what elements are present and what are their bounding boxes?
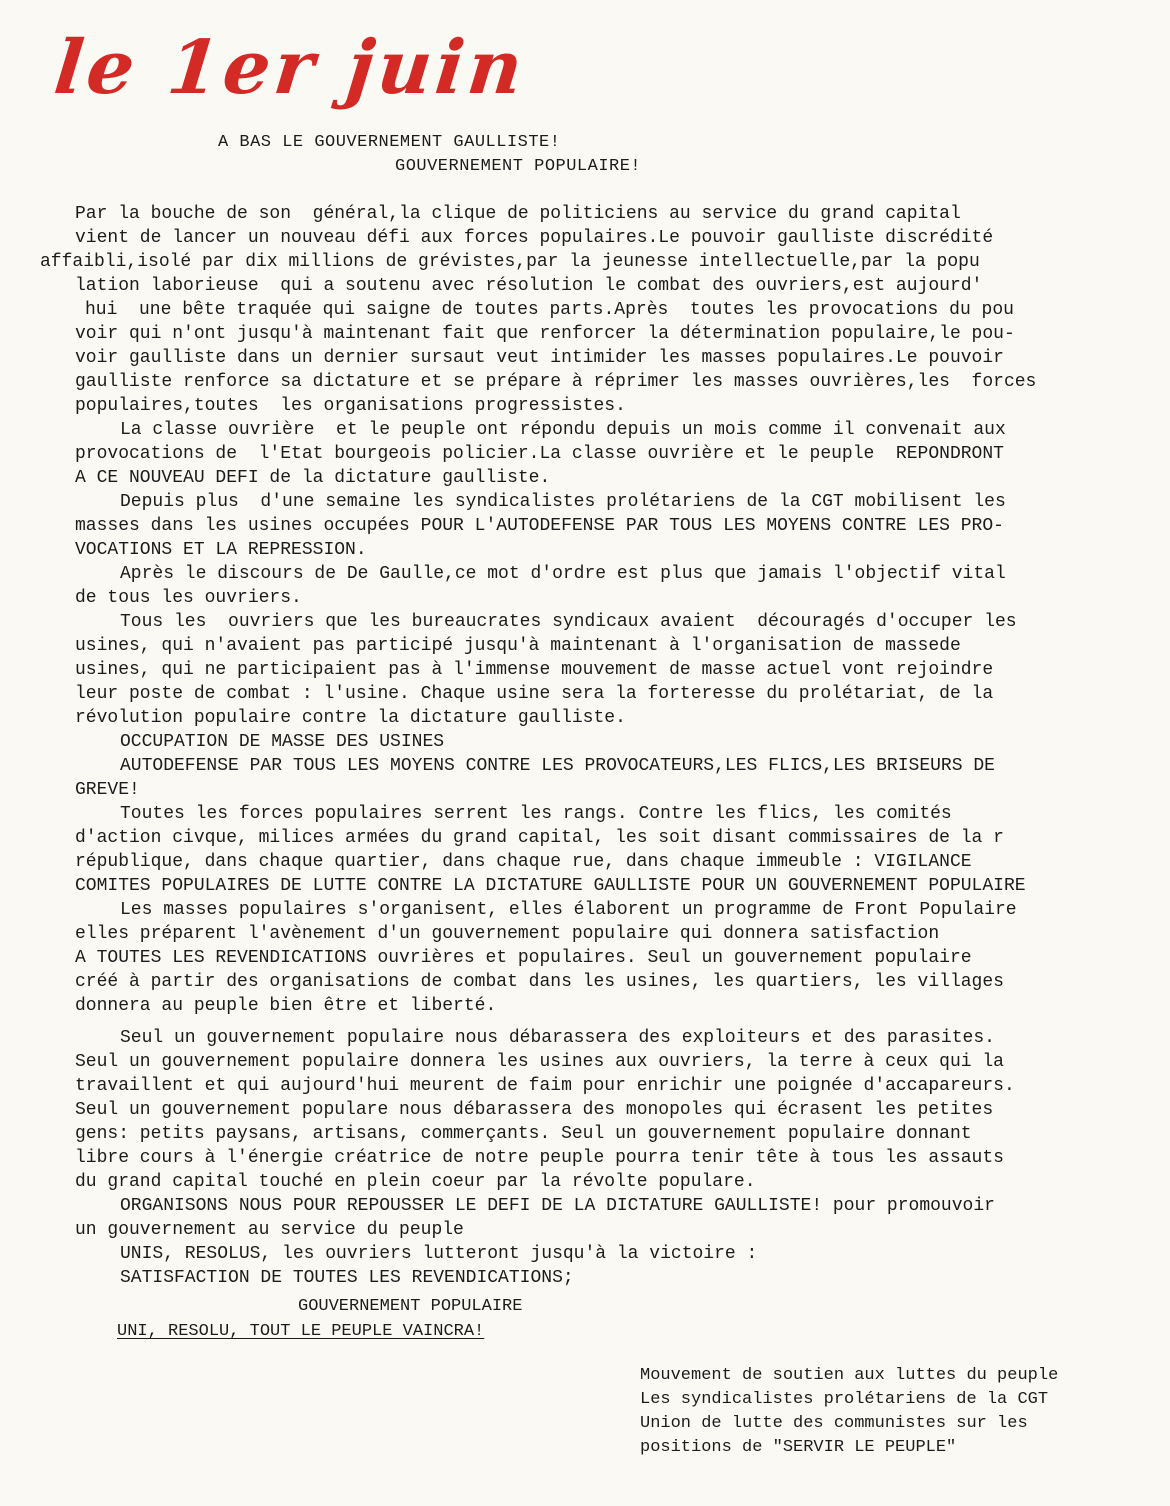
body-line: révolution populaire contre la dictature gaulliste. [75, 708, 626, 728]
body-line: OCCUPATION DE MASSE DES USINES [120, 732, 445, 752]
signature-line: Mouvement de soutien aux luttes du peuple [640, 1366, 1059, 1385]
handwritten-date: le 1er juin [50, 25, 531, 111]
body-line: un gouvernement au service du peuple [75, 1220, 464, 1240]
body-line: travaillent et qui aujourd'hui meurent de faim pour enrichir une poignée d'accapareurs. [75, 1076, 1015, 1096]
signature-block [640, 1364, 1058, 1460]
body-line: masses dans les usines occupées POUR L'AUTODEFENSE PAR TOUS LES MOYENS CONTRE LES PRO- [75, 516, 1004, 536]
body-line: GREVE! [75, 780, 140, 800]
body-line: Depuis plus d'une semaine les syndicalistes prolétariens de la CGT mobilisent les [120, 492, 1006, 512]
body-line: Seul un gouvernement populaire donnera les usines aux ouvriers, la terre à ceux qui la [75, 1052, 1004, 1072]
body-line: Les masses populaires s'organisent, elles élaborent un programme de Front Populaire [120, 900, 1017, 920]
body-line: du grand capital touché en plein coeur par la révolte populare. [75, 1172, 756, 1192]
body-line: hui une bête traquée qui saigne de toutes parts.Après toutes les provocations du pou [85, 300, 1014, 320]
body-line: elles préparent l'avènement d'un gouvernement populaire qui donnera satisfaction [75, 924, 940, 944]
body-line: vient de lancer un nouveau défi aux forces populaires.Le pouvoir gaulliste discrédité [75, 228, 994, 248]
body-line: créé à partir des organisations de combat dans les usines, les quartiers, les villages [75, 972, 1004, 992]
body-line: A CE NOUVEAU DEFI de la dictature gaulliste. [75, 468, 551, 488]
body-line: voir qui n'ont jusqu'à maintenant fait que renforcer la détermination populaire,le pou- [75, 324, 1015, 344]
body-line: SATISFACTION DE TOUTES LES REVENDICATIONS; [120, 1268, 574, 1288]
body-line: UNIS, RESOLUS, les ouvriers lutteront jusqu'à la victoire : [120, 1244, 758, 1264]
body-line: gens: petits paysans, artisans, commerçants. Seul un gouvernement populaire donnant [75, 1124, 972, 1144]
body-line: affaibli,isolé par dix millions de grévistes,par la jeunesse intellectuelle,par la popu [40, 252, 980, 272]
body-line: usines, qui n'avaient pas participé jusqu'à maintenant à l'organisation de massede [75, 636, 961, 656]
body-line: Par la bouche de son général,la clique de politiciens au service du grand capital [75, 204, 961, 224]
body-line: gaulliste renforce sa dictature et se prépare à réprimer les masses ouvrières,les forces [75, 372, 1037, 392]
body-line: de tous les ouvriers. [75, 588, 302, 608]
signature-line: Les syndicalistes prolétariens de la CGT [640, 1390, 1049, 1409]
body-line: Seul un gouvernement populaire nous débarassera des exploiteurs et des parasites. [120, 1028, 995, 1048]
body-line: leur poste de combat : l'usine. Chaque usine sera la forteresse du prolétariat, de la [75, 684, 994, 704]
body-line: Seul un gouvernement populare nous débarassera des monopoles qui écrasent les petites [75, 1100, 994, 1120]
body-line: populaires,toutes les organisations progressistes. [75, 396, 626, 416]
body-line: lation laborieuse qui a soutenu avec résolution le combat des ouvriers,est aujourd' [75, 276, 983, 296]
body-line: provocations de l'Etat bourgeois policier.La classe ouvrière et le peuple REPONDRONT [75, 444, 1004, 464]
title-line-1: A BAS LE GOUVERNEMENT GAULLISTE! [218, 133, 561, 152]
body-line: donnera au peuple bien être et liberté. [75, 996, 497, 1016]
body-line: république, dans chaque quartier, dans chaque rue, dans chaque immeuble : VIGILANCE [75, 852, 972, 872]
body-line: Tous les ouvriers que les bureaucrates syndicaux avaient découragés d'occuper les [120, 612, 1017, 632]
body-line: libre cours à l'énergie créatrice de notre peuple pourra tenir tête à tous les assauts [75, 1148, 1004, 1168]
title-line-2: GOUVERNEMENT POPULAIRE! [395, 157, 642, 176]
body-line: Toutes les forces populaires serrent les rangs. Contre les flics, les comités [120, 804, 952, 824]
body-line: COMITES POPULAIRES DE LUTTE CONTRE LA DICTATURE GAULLISTE POUR UN GOUVERNEMENT POPULAIRE [75, 876, 1026, 896]
signature-line: positions de "SERVIR LE PEUPLE" [640, 1438, 957, 1457]
body-line: A TOUTES LES REVENDICATIONS ouvrières et populaires. Seul un gouvernement populaire [75, 948, 972, 968]
closing-line-1: GOUVERNEMENT POPULAIRE [298, 1297, 523, 1316]
body-line: voir gaulliste dans un dernier sursaut veut intimider les masses populaires.Le pouvoir [75, 348, 1004, 368]
body-line: Après le discours de De Gaulle,ce mot d'ordre est plus que jamais l'objectif vital [120, 564, 1006, 584]
closing-slogan: UNI, RESOLU, TOUT LE PEUPLE VAINCRA! [117, 1322, 485, 1341]
body-line: ORGANISONS NOUS POUR REPOUSSER LE DEFI DE LA DICTATURE GAULLISTE! pour promouvoir [120, 1196, 995, 1216]
body-line: La classe ouvrière et le peuple ont répondu depuis un mois comme il convenait aux [120, 420, 1006, 440]
body-line: usines, qui ne participaient pas à l'immense mouvement de masse actuel vont rejoindre [75, 660, 994, 680]
body-line: d'action civque, milices armées du grand capital, les soit disant commissaires de la r [75, 828, 1004, 848]
signature-line: Union de lutte des communistes sur les [640, 1414, 1028, 1433]
body-line: VOCATIONS ET LA REPRESSION. [75, 540, 367, 560]
body-line: AUTODEFENSE PAR TOUS LES MOYENS CONTRE LES PROVOCATEURS,LES FLICS,LES BRISEURS DE [120, 756, 995, 776]
